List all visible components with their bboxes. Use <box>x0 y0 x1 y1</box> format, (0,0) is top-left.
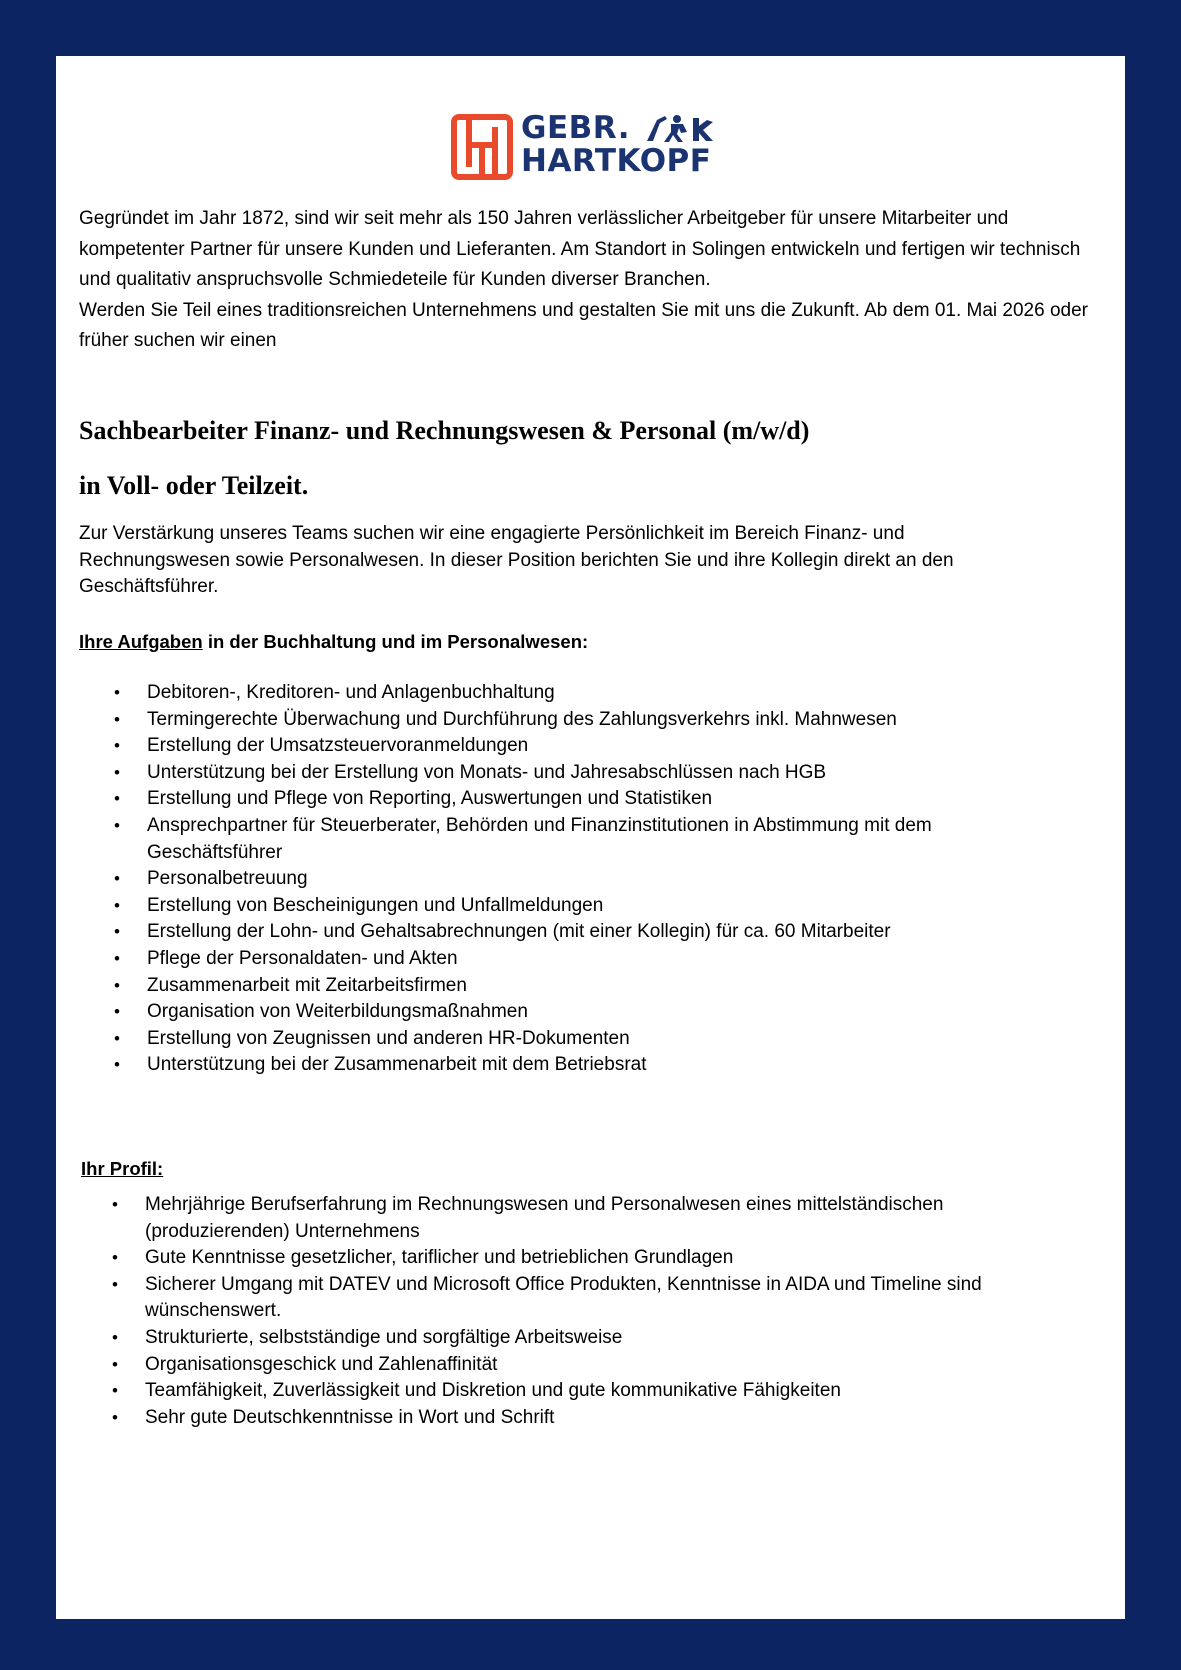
company-introduction <box>79 204 1089 357</box>
bullet-icon: • <box>114 815 120 835</box>
list-item-text: Strukturierte, selbstständige und sorgfältige Arbeitsweise <box>145 1326 623 1348</box>
list-item <box>112 1378 1045 1405</box>
logo-line-2: HARTKOPF <box>521 143 712 179</box>
bullet-icon: • <box>114 736 120 756</box>
hartkopf-logo-mark-icon <box>451 114 513 180</box>
list-item <box>114 813 1047 866</box>
bullet-icon: • <box>114 683 120 702</box>
bullet-icon: • <box>114 1002 120 1022</box>
list-item <box>114 760 1047 787</box>
list-item-text: Gute Kenntnisse gesetzlicher, tariflicher und betrieblichen Grundlagen <box>145 1247 734 1269</box>
list-item <box>114 999 1047 1026</box>
list-item <box>114 1052 1047 1079</box>
list-item <box>114 973 1047 1000</box>
team-description: Zur Verstärkung unseres Teams suchen wir eine engagierte Persönlichkeit im Bereich Finanz- und Rechnungswesen sowie Personalwesen. In dieser Position berichten Sie und ihre Kollegin direkt an den Geschäftsführer. <box>79 523 954 597</box>
list-item <box>114 946 1047 973</box>
bullet-icon: • <box>114 789 120 809</box>
tasks-heading-underlined: Ihre Aufgaben <box>79 631 203 652</box>
list-item <box>114 733 1047 760</box>
list-item-text: Erstellung und Pflege von Reporting, Auswertungen und Statistiken <box>147 788 713 810</box>
job-title: Sachbearbeiter Finanz- und Rechnungswesen & Personal (m/w/d) <box>79 416 810 445</box>
job-subtitle: in Voll- oder Teilzeit. <box>79 471 309 500</box>
list-item-text: Erstellung der Umsatzsteuervoranmeldungen <box>147 735 529 757</box>
bullet-icon: • <box>114 948 120 968</box>
list-item-text: Unterstützung bei der Zusammenarbeit mit dem Betriebsrat <box>147 1054 647 1076</box>
bullet-icon: • <box>112 1327 118 1347</box>
tasks-heading-rest: in der Buchhaltung und im Personalwesen: <box>202 631 589 652</box>
list-item-text: Personalbetreuung <box>147 868 308 890</box>
bullet-icon: • <box>112 1381 118 1401</box>
bullet-icon: • <box>112 1274 118 1294</box>
tasks-heading <box>79 630 588 654</box>
logo-line-1: GEBR. <box>521 110 630 146</box>
list-item-text: Mehrjährige Berufserfahrung im Rechnungswesen und Personalwesen eines mittelständischen (produzierenden) Unternehmens <box>145 1194 944 1242</box>
blacksmith-figure-icon <box>643 114 715 144</box>
list-item <box>114 866 1047 893</box>
list-item-text: Debitoren-, Kreditoren- und Anlagenbuchhaltung <box>147 682 555 703</box>
list-item <box>112 1405 1045 1432</box>
list-item <box>114 1026 1047 1053</box>
list-item-text: Sicherer Umgang mit DATEV und Microsoft Office Produkten, Kenntnisse in AIDA und Timeline sind wünschenswert. <box>145 1273 982 1322</box>
list-item <box>114 680 1047 707</box>
bullet-icon: • <box>112 1407 118 1427</box>
list-item-text: Teamfähigkeit, Zuverlässigkeit und Diskretion und gute kommunikative Fähigkeiten <box>145 1380 841 1402</box>
bullet-icon: • <box>112 1248 118 1268</box>
company-logo <box>451 110 741 184</box>
bullet-icon: • <box>114 869 120 889</box>
list-item-text: Pflege der Personaldaten- und Akten <box>147 947 458 969</box>
list-item-text: Organisation von Weiterbildungsmaßnahmen <box>147 1001 528 1023</box>
intro-paragraph-1: Gegründet im Jahr 1872, sind wir seit mehr als 150 Jahren verlässlicher Arbeitgeber für unsere Mitarbeiter und kompetenter Partner für unsere Kunden und Lieferanten. Am Standort in Solingen entwickeln und fertigen wir technisch und qualitativ anspruchsvolle Schmiedeteile für Kunden diverser Branchen. <box>79 208 1081 290</box>
profile-list <box>112 1192 1045 1431</box>
bullet-icon: • <box>114 762 120 782</box>
bullet-icon: • <box>114 895 120 915</box>
profile-heading-text: Ihr Profil: <box>81 1158 164 1179</box>
document-page <box>56 56 1125 1619</box>
list-item-text: Sehr gute Deutschkenntnisse in Wort und Schrift <box>145 1406 555 1428</box>
tasks-list <box>114 680 1047 1079</box>
bullet-icon: • <box>114 1055 120 1075</box>
list-item <box>114 786 1047 813</box>
bullet-icon: • <box>112 1195 118 1214</box>
list-item-text: Unterstützung bei der Erstellung von Monats- und Jahresabschlüssen nach HGB <box>147 761 827 783</box>
bullet-icon: • <box>114 709 120 729</box>
bullet-icon: • <box>114 922 120 942</box>
list-item-text: Organisationsgeschick und Zahlenaffinität <box>145 1353 498 1375</box>
list-item-text: Erstellung von Zeugnissen und anderen HR-Dokumenten <box>147 1027 630 1049</box>
bullet-icon: • <box>114 975 120 995</box>
list-item <box>112 1245 1045 1272</box>
profile-heading <box>81 1157 163 1181</box>
list-item <box>114 919 1047 946</box>
list-item-text: Erstellung der Lohn- und Gehaltsabrechnungen (mit einer Kollegin) für ca. 60 Mitarbeiter <box>147 921 891 943</box>
list-item <box>114 893 1047 920</box>
list-item-text: Termingerechte Überwachung und Durchführung des Zahlungsverkehrs inkl. Mahnwesen <box>147 708 897 730</box>
intro-paragraph-2: Werden Sie Teil eines traditionsreichen Unternehmens und gestalten Sie mit uns die Zukunft. Ab dem 01. Mai 2026 oder früher suchen wir einen <box>79 299 1088 351</box>
bullet-icon: • <box>114 1028 120 1048</box>
list-item-text: Zusammenarbeit mit Zeitarbeitsfirmen <box>147 974 467 996</box>
list-item <box>112 1352 1045 1379</box>
list-item-text: Ansprechpartner für Steuerberater, Behörden und Finanzinstitutionen in Abstimmung mit dem Geschäftsführer <box>147 814 932 863</box>
list-item <box>114 707 1047 734</box>
bullet-icon: • <box>112 1354 118 1374</box>
list-item <box>112 1192 1045 1245</box>
list-item <box>112 1325 1045 1352</box>
list-item <box>112 1272 1045 1325</box>
list-item-text: Erstellung von Bescheinigungen und Unfallmeldungen <box>147 894 604 916</box>
